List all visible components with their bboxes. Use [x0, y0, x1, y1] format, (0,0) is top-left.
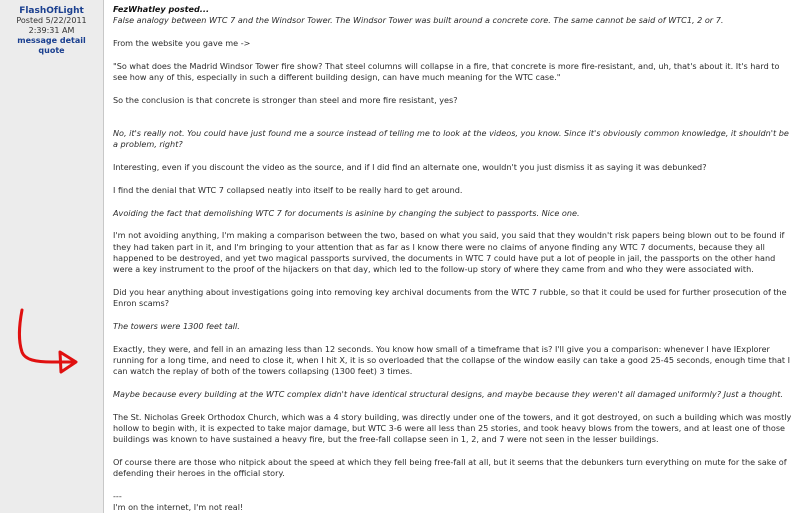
- poster-username[interactable]: FlashOfLight: [19, 6, 84, 16]
- quoted-paragraph: Avoiding the fact that demolishing WTC 7 for documents is asinine by changing the subject to passports. Nice one.: [113, 207, 580, 218]
- posted-date: Posted 5/22/2011: [16, 16, 87, 25]
- quote-link[interactable]: quote: [38, 46, 65, 55]
- quoted-paragraph: Maybe because every building at the WTC complex didn't have identical structural designs, and maybe because they weren't all damaged uniformly? Just a thought.: [113, 389, 783, 399]
- posted-time: 2:39:31 AM: [28, 26, 75, 35]
- reply-paragraph: Did you hear anything about investigations going into removing key archival documents from the WTC 7 rubble, so that it could be used for further prosecution of the Enron scams?: [113, 286, 787, 309]
- post-body: [113, 4, 793, 514]
- signature: I'm on the internet, I'm not real!: [113, 502, 244, 513]
- red-arrow-annotation: [16, 306, 96, 386]
- reply-paragraph: I'm not avoiding anything, I'm making a comparison between the two, based on what you said, you said that they wouldn't risk papers being blown out to be found if they had taken part in it, and I'm bringing to your attention that as far as I know there were no claims of anyone finding any WTC 7 documents, because they all happened to be destroyed, and yet two magical passports survived, the documents in WTC 7 could have put a lot of people in jail, the passports on the other hand were a key instrument to the proof of the hijackers on that day, which led to the follow-up story of where they came from and who they were associated with.: [113, 230, 785, 275]
- reply-paragraph: I find the denial that WTC 7 collapsed neatly into itself to be really hard to get around.: [113, 184, 463, 195]
- reply-paragraph: Interesting, even if you discount the video as the source, and if I did find an alternate one, wouldn't you just dismiss it as saying it was debunked?: [113, 162, 707, 173]
- message-detail-link[interactable]: message detail: [17, 36, 86, 45]
- reply-paragraph: "So what does the Madrid Windsor Tower fire show? That steel columns will collapse in a fire, that concrete is more fire-resistant, and, uh, that's about it. It's hard to see how any of this, especially in such a different building design, can have much meaning for the WTC case.": [113, 60, 780, 83]
- quoted-paragraph: False analogy between WTC 7 and the Windsor Tower. The Windsor Tower was built around a concrete core. The same cannot be said of WTC1, 2 or 7.: [113, 15, 724, 26]
- reply-paragraph: So the conclusion is that concrete is stronger than steel and more fire resistant, yes?: [113, 94, 458, 105]
- quoted-paragraph: No, it's really not. You could have just found me a source instead of telling me to look at the videos, you know. Since it's obviously common knowledge, it shouldn't be a problem, right?: [113, 128, 789, 150]
- reply-paragraph: Of course there are those who nitpick about the speed at which they fell being free-fall at all, but it seems that the debunkers turn everything on mute for the sake of defending their heroes in the official story.: [113, 457, 787, 479]
- reply-paragraph: From the website you gave me ->: [113, 38, 251, 49]
- reply-paragraph: The St. Nicholas Greek Orthodox Church, which was a 4 story building, was directly under one of the towers, and it got destroyed, on such a building which was mostly hollow to begin with, it is expected to take major damage, but WTC 3-6 were all less than 25 stories, and took heavy blows from the towers, and at least one of those buildings was known to have sustained a heavy fire, but the free-fall collapse seen in 1, 2, and 7 were not seen in the lesser buildings.: [113, 411, 792, 445]
- quoted-author: FezWhatley posted...: [113, 4, 210, 14]
- reply-paragraph: Exactly, they were, and fell in an amazing less than 12 seconds. You know how small of a timeframe that is? I'll give you a comparison: whenever I have IExplorer running for a long time, and need to close it, when I hit X, it is so overloaded that the collapse of the window easily can take a good 25-45 seconds, enough time that I can watch the replay of both of the towers collapsing (1300 feet) 3 times.: [113, 343, 791, 377]
- quoted-paragraph: The towers were 1300 feet tall.: [113, 320, 240, 331]
- signature-separator: ---: [113, 491, 122, 502]
- post-sidebar: [0, 0, 104, 513]
